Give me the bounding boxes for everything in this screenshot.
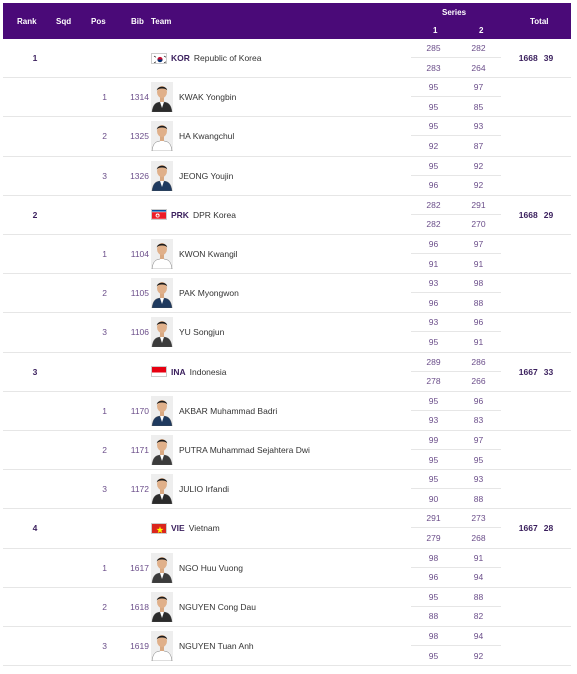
- score-series1-2: 93: [428, 415, 439, 426]
- team-name-cell[interactable]: [151, 353, 406, 391]
- score-series2-1: 96: [473, 317, 484, 328]
- athlete-bib: 1325: [130, 131, 149, 142]
- athlete-position: 3: [102, 484, 107, 495]
- athlete-name-cell[interactable]: [151, 588, 406, 626]
- team-total: [501, 509, 571, 547]
- team-noc-code: PRK: [171, 209, 189, 220]
- athlete-row[interactable]: [3, 588, 571, 627]
- series-scores: [411, 78, 501, 116]
- series-scores: [411, 313, 501, 351]
- athlete-bib: 1172: [130, 484, 149, 495]
- score-series1-2: 96: [428, 297, 439, 308]
- team-country-name: DPR Korea: [192, 209, 236, 220]
- team-total: [501, 196, 571, 234]
- column-header-series-1: 1: [433, 26, 438, 35]
- score-series2-2: 94: [473, 572, 484, 583]
- athlete-name[interactable]: AKBAR Muhammad Badri: [179, 405, 278, 416]
- score-series1-1: 95: [428, 591, 439, 602]
- series-scores: [411, 431, 501, 469]
- column-header-series: Series: [442, 8, 467, 17]
- team-total-score: 1668: [518, 209, 538, 220]
- series-scores: [411, 196, 501, 234]
- score-series2-2: 92: [473, 650, 484, 661]
- athlete-photo: [151, 631, 173, 661]
- athlete-photo: [151, 317, 173, 347]
- score-series1-1: 95: [428, 395, 439, 406]
- vietnam-flag-icon: [151, 523, 167, 534]
- score-series1-1: 95: [428, 121, 439, 132]
- team-noc-code: INA: [171, 366, 186, 377]
- score-series2-2: 87: [473, 141, 484, 152]
- series-scores: [411, 274, 501, 312]
- score-series2-1: 88: [473, 591, 484, 602]
- athlete-photo: [151, 435, 173, 465]
- score-series2-2: 270: [471, 219, 486, 230]
- series-scores: [411, 470, 501, 508]
- athlete-bib: 1105: [130, 288, 149, 299]
- athlete-photo: [151, 553, 173, 583]
- score-series2-2: 83: [473, 415, 484, 426]
- team-country-name: Republic of Korea: [193, 53, 262, 64]
- score-series2-1: 98: [473, 278, 484, 289]
- team-name-cell[interactable]: [151, 196, 406, 234]
- athlete-photo: [151, 239, 173, 269]
- athlete-name-cell[interactable]: [151, 431, 406, 469]
- athlete-bib: 1619: [130, 641, 149, 652]
- column-header-total[interactable]: Total: [530, 17, 549, 26]
- score-series1-1: 95: [428, 160, 439, 171]
- score-series2-1: 94: [473, 631, 484, 642]
- athlete-row[interactable]: [3, 313, 571, 352]
- series-scores: [411, 549, 501, 587]
- score-series1-1: 291: [426, 513, 441, 524]
- athlete-bib: 1618: [130, 601, 149, 612]
- team-inner-tens: 33: [543, 366, 554, 377]
- score-series1-2: 283: [426, 62, 441, 73]
- team-row[interactable]: [3, 196, 571, 235]
- athlete-name-cell[interactable]: [151, 392, 406, 430]
- athlete-name[interactable]: KWAK Yongbin: [179, 92, 237, 103]
- column-header-rank[interactable]: Rank: [17, 17, 37, 26]
- athlete-row[interactable]: [3, 117, 571, 156]
- score-series2-2: 91: [473, 337, 484, 348]
- athlete-position: 2: [102, 445, 107, 456]
- athlete-row[interactable]: [3, 470, 571, 509]
- score-series2-2: 266: [471, 376, 486, 387]
- series-scores: [411, 39, 501, 77]
- score-series1-1: 96: [428, 239, 439, 250]
- score-series2-1: 93: [473, 121, 484, 132]
- score-series1-1: 98: [428, 552, 439, 563]
- score-series1-2: 95: [428, 101, 439, 112]
- column-header-pos[interactable]: Pos: [91, 17, 106, 26]
- athlete-name[interactable]: PUTRA Muhammad Sejahtera Dwi: [179, 445, 310, 456]
- score-series2-2: 95: [473, 454, 484, 465]
- athlete-name-cell[interactable]: [151, 157, 406, 195]
- athlete-photo: [151, 82, 173, 112]
- athlete-position: 3: [102, 170, 107, 181]
- athlete-bib: 1106: [130, 327, 149, 338]
- athlete-photo: [151, 592, 173, 622]
- score-series2-1: 92: [473, 160, 484, 171]
- score-series1-2: 96: [428, 572, 439, 583]
- athlete-name[interactable]: JEONG Youjin: [179, 170, 234, 181]
- score-series2-2: 268: [471, 533, 486, 544]
- score-series2-2: 85: [473, 101, 484, 112]
- athlete-bib: 1171: [130, 445, 149, 456]
- column-header-series-2: 2: [479, 26, 484, 35]
- score-series1-2: 88: [428, 611, 439, 622]
- score-series1-2: 91: [428, 258, 439, 269]
- score-series2-1: 91: [473, 552, 484, 563]
- athlete-row[interactable]: [3, 157, 571, 196]
- athlete-photo: [151, 278, 173, 308]
- score-series1-2: 282: [426, 219, 441, 230]
- series-scores: [411, 235, 501, 273]
- score-series1-2: 95: [428, 454, 439, 465]
- athlete-row[interactable]: [3, 235, 571, 274]
- score-series1-2: 90: [428, 493, 439, 504]
- team-name-cell[interactable]: [151, 39, 406, 77]
- athlete-photo: [151, 474, 173, 504]
- series-scores: [411, 117, 501, 155]
- series-scores: [411, 157, 501, 195]
- team-total: [501, 39, 571, 77]
- athlete-name-cell[interactable]: [151, 549, 406, 587]
- series-scores: [411, 627, 501, 665]
- athlete-bib: 1104: [130, 249, 149, 260]
- athlete-position: 2: [102, 131, 107, 142]
- series-scores: [411, 353, 501, 391]
- team-rank: 2: [32, 209, 38, 220]
- athlete-position: 1: [102, 405, 107, 416]
- athlete-bib: 1326: [130, 170, 149, 181]
- team-rank: 3: [32, 366, 38, 377]
- score-series1-1: 285: [426, 43, 441, 54]
- score-series2-2: 91: [473, 258, 484, 269]
- score-series1-1: 95: [428, 474, 439, 485]
- score-series1-1: 93: [428, 317, 439, 328]
- athlete-position: 1: [102, 562, 107, 573]
- team-total: [501, 353, 571, 391]
- dpr-korea-flag-icon: [151, 209, 167, 220]
- athlete-photo: [151, 121, 173, 151]
- score-series2-1: 273: [471, 513, 486, 524]
- series-scores: [411, 509, 501, 547]
- athlete-name-cell[interactable]: [151, 627, 406, 665]
- score-series2-2: 88: [473, 297, 484, 308]
- athlete-position: 3: [102, 641, 107, 652]
- score-series2-2: 88: [473, 493, 484, 504]
- score-series1-2: 95: [428, 650, 439, 661]
- team-country-name: Indonesia: [189, 366, 227, 377]
- athlete-name-cell[interactable]: [151, 117, 406, 155]
- score-series1-2: 96: [428, 180, 439, 191]
- team-name-cell[interactable]: [151, 509, 406, 547]
- athlete-name[interactable]: YU Songjun: [179, 327, 225, 338]
- team-inner-tens: 28: [543, 523, 554, 534]
- score-series1-2: 95: [428, 337, 439, 348]
- athlete-row[interactable]: [3, 274, 571, 313]
- team-inner-tens: 29: [543, 209, 554, 220]
- athlete-row[interactable]: [3, 549, 571, 588]
- team-row[interactable]: [3, 509, 571, 548]
- column-header-team[interactable]: Team: [151, 17, 172, 26]
- team-row[interactable]: [3, 39, 571, 78]
- athlete-name[interactable]: HA Kwangchul: [179, 131, 235, 142]
- score-series1-2: 92: [428, 141, 439, 152]
- score-series1-2: 278: [426, 376, 441, 387]
- athlete-name[interactable]: KWON Kwangil: [179, 249, 238, 260]
- athlete-photo: [151, 396, 173, 426]
- score-series1-2: 279: [426, 533, 441, 544]
- score-series2-1: 97: [473, 435, 484, 446]
- score-series1-1: 98: [428, 631, 439, 642]
- score-series2-2: 82: [473, 611, 484, 622]
- athlete-position: 2: [102, 288, 107, 299]
- athlete-name[interactable]: PAK Myongwon: [179, 288, 239, 299]
- score-series1-1: 289: [426, 356, 441, 367]
- indonesia-flag-icon: [151, 366, 167, 377]
- score-series2-1: 286: [471, 356, 486, 367]
- athlete-name[interactable]: NGUYEN Cong Dau: [179, 601, 257, 612]
- athlete-row[interactable]: [3, 392, 571, 431]
- score-series2-2: 264: [471, 62, 486, 73]
- team-rank: 4: [32, 523, 38, 534]
- team-row[interactable]: [3, 353, 571, 392]
- team-country-name: Vietnam: [188, 523, 220, 534]
- athlete-bib: 1170: [130, 405, 149, 416]
- score-series2-1: 97: [473, 82, 484, 93]
- score-series1-1: 282: [426, 199, 441, 210]
- score-series2-2: 92: [473, 180, 484, 191]
- athlete-name-cell[interactable]: [151, 470, 406, 508]
- athlete-name-cell[interactable]: [151, 78, 406, 116]
- athlete-row[interactable]: [3, 431, 571, 470]
- athlete-name-cell[interactable]: [151, 274, 406, 312]
- korea-flag-icon: [151, 53, 167, 64]
- team-rank: 1: [32, 53, 38, 64]
- team-noc-code: KOR: [171, 53, 190, 64]
- athlete-bib: 1314: [130, 92, 149, 103]
- athlete-name[interactable]: NGO Huu Vuong: [179, 562, 243, 573]
- score-series1-1: 95: [428, 82, 439, 93]
- athlete-photo: [151, 161, 173, 191]
- team-total-score: 1667: [518, 366, 538, 377]
- score-series2-1: 93: [473, 474, 484, 485]
- athlete-position: 3: [102, 327, 107, 338]
- athlete-position: 2: [102, 601, 107, 612]
- athlete-position: 1: [102, 92, 107, 103]
- team-noc-code: VIE: [171, 523, 185, 534]
- athlete-position: 1: [102, 249, 107, 260]
- score-series2-1: 291: [471, 199, 486, 210]
- athlete-row[interactable]: [3, 627, 571, 666]
- athlete-name-cell[interactable]: [151, 235, 406, 273]
- score-series2-1: 282: [471, 43, 486, 54]
- column-header-bib[interactable]: Bib: [131, 17, 144, 26]
- team-total-score: 1668: [518, 53, 538, 64]
- team-inner-tens: 39: [543, 53, 554, 64]
- score-series1-1: 99: [428, 435, 439, 446]
- athlete-name[interactable]: JULIO Irfandi: [179, 484, 230, 495]
- series-scores: [411, 392, 501, 430]
- athlete-bib: 1617: [130, 562, 149, 573]
- score-series1-1: 93: [428, 278, 439, 289]
- column-header-sqd[interactable]: Sqd: [56, 17, 72, 26]
- series-scores: [411, 588, 501, 626]
- results-table-header: [3, 3, 571, 39]
- athlete-row[interactable]: [3, 78, 571, 117]
- athlete-name-cell[interactable]: [151, 313, 406, 351]
- score-series2-1: 96: [473, 395, 484, 406]
- athlete-name[interactable]: NGUYEN Tuan Anh: [179, 641, 254, 652]
- score-series2-1: 97: [473, 239, 484, 250]
- team-total-score: 1667: [518, 523, 538, 534]
